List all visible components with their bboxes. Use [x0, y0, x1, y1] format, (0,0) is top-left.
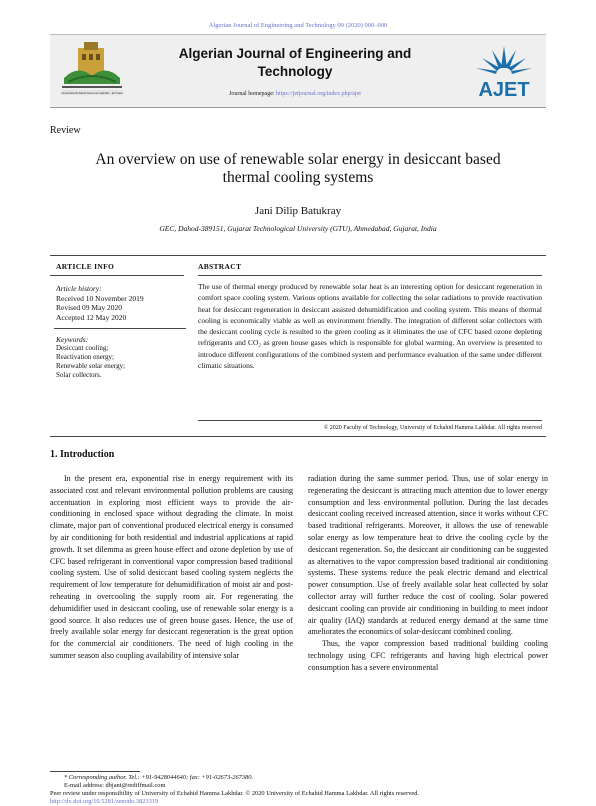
- intro-paragraph: In the present era, exponential rise in energy requirement with its associated cost and relevant environmental pollution problems are causing accentuation in exploring most efficient ways to provide the air-conditioning in enclosed space without degrading the climate. In moist climate, major part of conventional produced electrical energy is consumed by air conditioning for both residential and industrial applications at rapid growth. It set dilemma as green house effect and ozone depletion by use of CFC based refrigerant in conventional vapor compression based traditional cooling system. Use of solid desiccant based cooling system neglects the requirement of low temperature for dehumidification of moist air and post-reheating in overcooling the supply room air. For regenerating the dehumidifier used in desiccant cooling, use of renewable solar energy is a good source. It also reduces use of green house gases. Hence, the use of freely available solar energy for desiccant regeneration is the great option for the commercial air conditioners. The need of high cooling in the summer season also coupling availability of intensive solar: [50, 474, 293, 660]
- author-name: Jani Dilip Batukray: [254, 205, 342, 217]
- article-history: [56, 284, 144, 322]
- article-type: Review: [50, 125, 81, 136]
- received-date: Received 10 November 2019: [56, 293, 144, 303]
- copyright-notice: © 2020 Faculty of Technology, University of Echahid Hamma Lakhdar. All rights reserved: [323, 425, 542, 431]
- paper-title-line2: thermal cooling systems: [222, 169, 374, 186]
- journal-title-line2: Technology: [257, 64, 333, 79]
- abstract-heading: ABSTRACT: [198, 262, 242, 271]
- footnote-rule: [50, 771, 140, 772]
- homepage-label: Journal homepage:: [229, 91, 277, 97]
- keywords-label: Keywords:: [56, 335, 89, 344]
- keyword-item: Reactivation energy;: [56, 353, 114, 361]
- history-rule: [54, 328, 186, 329]
- journal-homepage: [150, 91, 440, 97]
- revised-date: Revised 09 May 2020: [56, 303, 123, 313]
- keyword-item: Desiccant cooling;: [56, 344, 109, 352]
- divider-bottom: [50, 436, 546, 437]
- divider-top: [50, 255, 546, 256]
- journal-reference: Algerian Journal of Engineering and Technology 09 (2020) 000–000: [208, 22, 388, 29]
- body-column-right: [308, 473, 548, 674]
- abstract-text: The use of thermal energy produced by renewable solar heat is an interesting option for desiccant regeneration in comfort space cooling system. Various options available for collecting the solar radiations to provide reactivation heat for desiccant regeneration in desiccant assisted dehumidification and cooling system. This means of thermal cooling is economically viable as well as environment friendly. The integration of different solar collectors with the desiccant cooling cycle is resulted to the green cooling as it eliminates the use of CFC based ozone depleting refrigerants and CO₂ as green house gases which is responsible for global warming. An overview is presented to introduce different configurations of the combined system and performance evaluation of the same under different climatic situations.: [198, 282, 542, 371]
- info-heading-rule: [50, 275, 184, 276]
- corresponding-author: * Corresponding author. Tel.: +91-9428044640; fax: +91-02673-267380.: [64, 774, 254, 781]
- author-affiliation: GEC, Dahod-389151, Gujarat Technological University (GTU), Ahmedabad, Gujarat, India: [159, 224, 437, 233]
- keyword-item: Solar collectors.: [56, 371, 102, 379]
- article-info-heading: ARTICLE INFO: [56, 262, 115, 271]
- intro-paragraph: Thus, the vapor compression based traditional building cooling technology using CFC refrigerants and having high electrical power consumption has a severe environmental: [308, 639, 548, 672]
- university-logo: [58, 38, 126, 100]
- footnote: [50, 774, 550, 806]
- keyword-item: Renewable solar energy;: [56, 362, 126, 370]
- abstract-heading-rule: [198, 275, 542, 276]
- intro-paragraph: radiation during the same summer period. Thus, use of solar energy in regenerating the desiccant is attracting much attention due to lower energy consumption and less environmental pollution. During the last decades desiccant cooling received increased attention, since it works without CFC based traditional refrigerants. Moreover, it allows the use of renewable solar energy as low temperature heat to drive the cooling cycle by the desiccant regeneration. So, the desiccant air conditioning can be suggested as alternatives to the vapor compression based traditional air conditioning systems. These systems reduce the peak electric demand and electrical power consumption. Use of freely available solar heat collected by solar collector array will further reduce the cost of cooling. Solar powered desiccant cooling can provide air conditioning in building to meet indoor air quality (IAQ) standards at reduced energy demand at the same time ameliorates the economics of solar-desiccant combined cooling.: [308, 474, 548, 637]
- ajet-logo: [468, 38, 540, 100]
- accepted-date: Accepted 12 May 2020: [56, 312, 127, 322]
- peer-review-note: Peer review under responsibility of University of Echahid Hamma Lakhdar. © 2020 University of Echahid Hamma Lakhdar. All rights reserved.: [50, 790, 420, 797]
- body-column-left: [50, 473, 293, 662]
- homepage-link[interactable]: https://jetjournal.org/index.php/ajet: [276, 91, 361, 97]
- abstract-bottom-rule: [198, 420, 542, 421]
- history-label: Article history:: [56, 284, 102, 293]
- journal-title: [150, 45, 440, 81]
- keywords-block: [56, 335, 125, 380]
- author-email: E-mail address: dbjani@rediffmail.com: [64, 782, 166, 789]
- doi-link[interactable]: http://dx.doi.org/10.5281/zenodo.3823319: [50, 798, 159, 805]
- introduction-heading: 1. Introduction: [50, 449, 115, 460]
- journal-title-line1: Algerian Journal of Engineering and: [178, 46, 412, 61]
- paper-title-line1: An overview on use of renewable solar energy in desiccant based: [95, 151, 501, 168]
- university-logo-caption: Université Echahid Hamma Lakhdar - El Oued: [61, 91, 123, 95]
- paper-title: [50, 151, 546, 187]
- ajet-logo-text: AJET: [478, 79, 530, 100]
